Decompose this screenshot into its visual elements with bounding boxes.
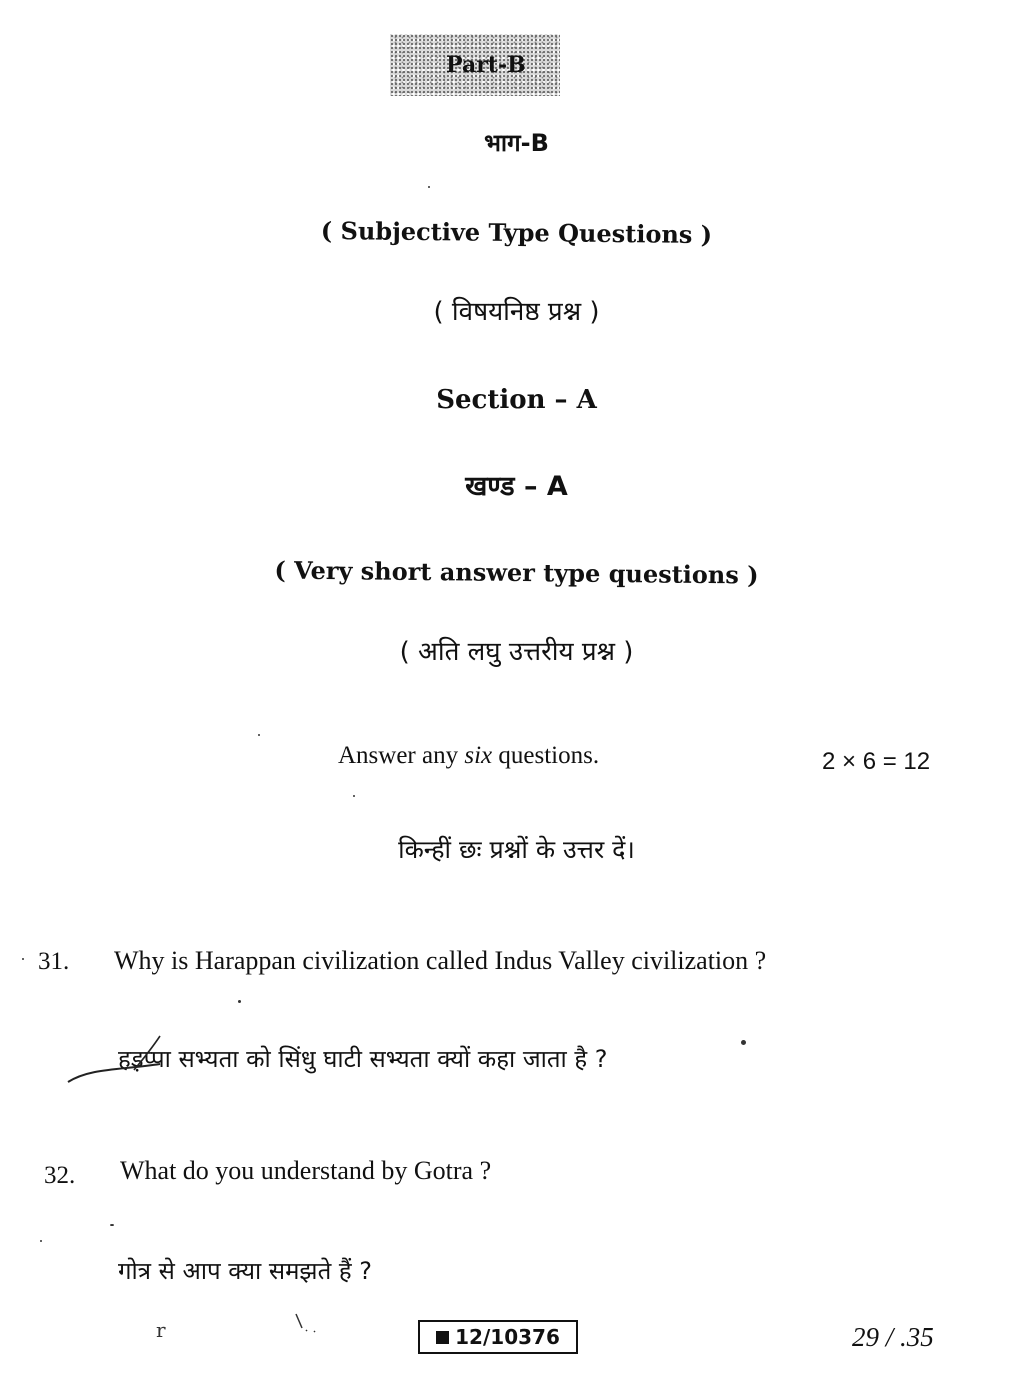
dust-speck xyxy=(428,186,430,188)
dust-speck xyxy=(353,795,355,797)
dust-speck xyxy=(40,1240,42,1242)
question-type-heading-hindi: ( अति लघु उत्तरीय प्रश्न ) xyxy=(399,637,634,667)
subjective-heading-hindi: ( विषयनिष्ठ प्रश्न ) xyxy=(433,297,600,327)
stray-mark xyxy=(292,1312,322,1336)
question-number: 32. xyxy=(44,1162,76,1189)
stray-mark: r xyxy=(156,1318,166,1342)
square-bullet-icon xyxy=(436,1331,449,1344)
section-heading: Section – A xyxy=(436,385,597,415)
question-text: Why is Harappan civilization called Indus Valley civilization ? xyxy=(114,946,767,975)
part-title: Part-B xyxy=(446,52,526,78)
section-heading-hindi: खण्ड – A xyxy=(465,471,568,502)
pen-stroke-mark xyxy=(60,1030,170,1090)
instruction-text-hindi: किन्हीं छः प्रश्नों के उत्तर दें। xyxy=(398,835,635,864)
paper-code: 12/10376 xyxy=(455,1325,560,1349)
subjective-heading: ( Subjective Type Questions ) xyxy=(320,215,713,250)
dust-speck xyxy=(22,958,24,960)
paper-code-box xyxy=(418,1320,578,1354)
instruction-text xyxy=(338,742,599,770)
dust-speck xyxy=(258,734,260,736)
page-number: 29 / .35 xyxy=(852,1322,934,1352)
question-text: What do you understand by Gotra ? xyxy=(120,1156,492,1185)
marks-allocation: 2 × 6 = 12 xyxy=(822,748,931,775)
question-number: 31. xyxy=(38,948,70,975)
instruction-text-emphasis: six xyxy=(464,742,493,769)
dust-speck xyxy=(238,1000,241,1003)
question-type-heading: ( Very short answer type questions ) xyxy=(274,555,759,590)
instruction-text-start: Answer any xyxy=(338,742,465,769)
instruction-text-end: questions. xyxy=(492,742,600,769)
question-text-hindi: गोत्र से आप क्या समझते हैं ? xyxy=(118,1257,372,1285)
dust-speck xyxy=(110,1224,114,1226)
question-text-hindi: हड़प्पा सभ्यता को सिंधु घाटी सभ्यता क्यों कहा जाता है ? xyxy=(118,1045,608,1073)
part-title-hindi: भाग-B xyxy=(484,129,549,157)
dust-speck xyxy=(741,1040,746,1045)
